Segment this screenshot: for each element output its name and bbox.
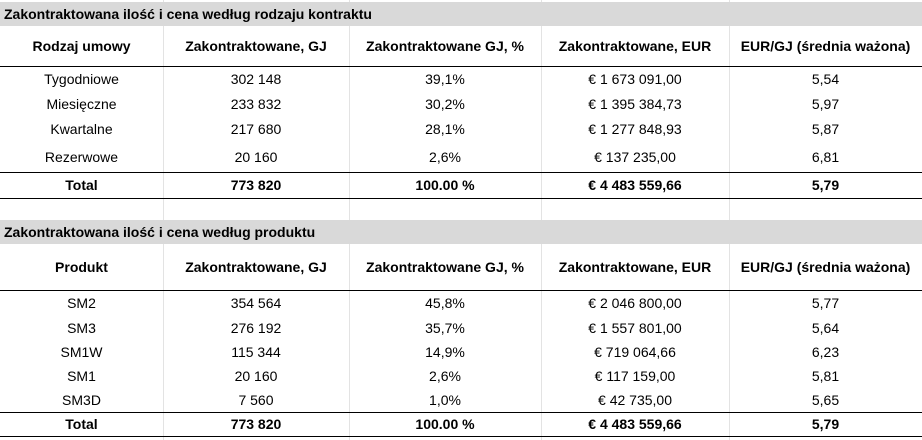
header-cell: Zakontraktowane, GJ — [163, 244, 349, 290]
cell: € 719 064,66 — [594, 344, 676, 360]
cell: 5,65 — [811, 391, 840, 408]
cell: 2,6% — [429, 368, 461, 384]
cell: 233 832 — [230, 96, 282, 112]
cell: Kwartalne — [50, 121, 113, 137]
cell: € 2 046 800,00 — [588, 295, 682, 312]
cell: SM3 — [67, 320, 96, 336]
cell: Miesięczne — [46, 96, 117, 112]
header-cell: EUR/GJ (średnia ważona) — [729, 26, 922, 66]
cell: € 4 483 559,66 — [541, 412, 729, 436]
cell: 302 148 — [230, 71, 282, 88]
cell: 5,64 — [811, 320, 840, 336]
cell: 5,79 — [729, 412, 922, 436]
cell: € 1 557 801,00 — [588, 320, 682, 336]
table-row — [0, 316, 922, 340]
cell: 276 192 — [230, 320, 282, 336]
header-cell: Zakontraktowane GJ, % — [349, 244, 541, 290]
cell: 14,9% — [425, 344, 465, 360]
cell: 39,1% — [425, 71, 465, 88]
cell: 773 820 — [163, 172, 349, 198]
table2-title: Zakontraktowana ilość i cena według produktu — [0, 220, 922, 244]
cell: Total — [0, 172, 163, 198]
cell: € 4 483 559,66 — [541, 172, 729, 198]
cell: SM3D — [62, 391, 101, 408]
header-cell: Zakontraktowane, EUR — [541, 26, 729, 66]
header-cell: EUR/GJ (średnia ważona) — [729, 244, 922, 290]
cell: € 1 395 384,73 — [588, 96, 682, 112]
cell: 6,81 — [811, 148, 840, 165]
cell: € 117 159,00 — [594, 368, 676, 384]
table-row — [0, 92, 922, 116]
cell: 354 564 — [230, 295, 282, 312]
cell: 7 560 — [238, 391, 274, 408]
table-row — [0, 142, 922, 172]
cell: 217 680 — [230, 121, 282, 137]
cell: 5,97 — [811, 96, 840, 112]
header-cell: Zakontraktowane, EUR — [541, 244, 729, 290]
table1-title: Zakontraktowana ilość i cena według rodzaju kontraktu — [0, 2, 922, 26]
table-row — [0, 388, 922, 412]
cell: 35,7% — [425, 320, 465, 336]
cell: € 137 235,00 — [594, 148, 676, 165]
cell: 100.00 % — [349, 412, 541, 436]
table-row — [0, 364, 922, 388]
total-row — [0, 412, 922, 436]
cell: SM1W — [60, 344, 103, 360]
cell: Tygodniowe — [44, 71, 119, 88]
header-cell: Zakontraktowane GJ, % — [349, 26, 541, 66]
header-cell: Rodzaj umowy — [0, 26, 163, 66]
header-row — [0, 26, 922, 66]
cell: Rezerwowe — [44, 148, 119, 165]
cell: 100.00 % — [349, 172, 541, 198]
table-row — [0, 340, 922, 364]
cell: 45,8% — [425, 295, 465, 312]
cell: € 1 277 848,93 — [588, 121, 682, 137]
cell: 5,79 — [729, 172, 922, 198]
cell: SM1 — [67, 368, 96, 384]
cell: 30,2% — [425, 96, 465, 112]
cell: 1,0% — [429, 391, 461, 408]
table-row — [0, 116, 922, 142]
cell: 6,23 — [811, 344, 840, 360]
cell: 5,54 — [811, 71, 840, 88]
product-table — [0, 244, 922, 437]
header-cell: Produkt — [0, 244, 163, 290]
table-row — [0, 290, 922, 316]
table-row — [0, 66, 922, 92]
total-row — [0, 172, 922, 198]
cell: 5,81 — [811, 368, 840, 384]
header-cell: Zakontraktowane, GJ — [163, 26, 349, 66]
cell: 2,6% — [429, 148, 461, 165]
contract-type-table — [0, 26, 922, 199]
cell: 115 344 — [231, 344, 281, 360]
cell: € 42 735,00 — [598, 391, 672, 408]
cell: Total — [0, 412, 163, 436]
header-row — [0, 244, 922, 290]
cell: 5,77 — [811, 295, 840, 312]
cell: 20 160 — [234, 148, 278, 165]
cell: 773 820 — [163, 412, 349, 436]
cell: € 1 673 091,00 — [588, 71, 682, 88]
cell: 28,1% — [425, 121, 465, 137]
cell: 5,87 — [811, 121, 840, 137]
cell: 20 160 — [234, 368, 278, 384]
cell: SM2 — [67, 295, 96, 312]
